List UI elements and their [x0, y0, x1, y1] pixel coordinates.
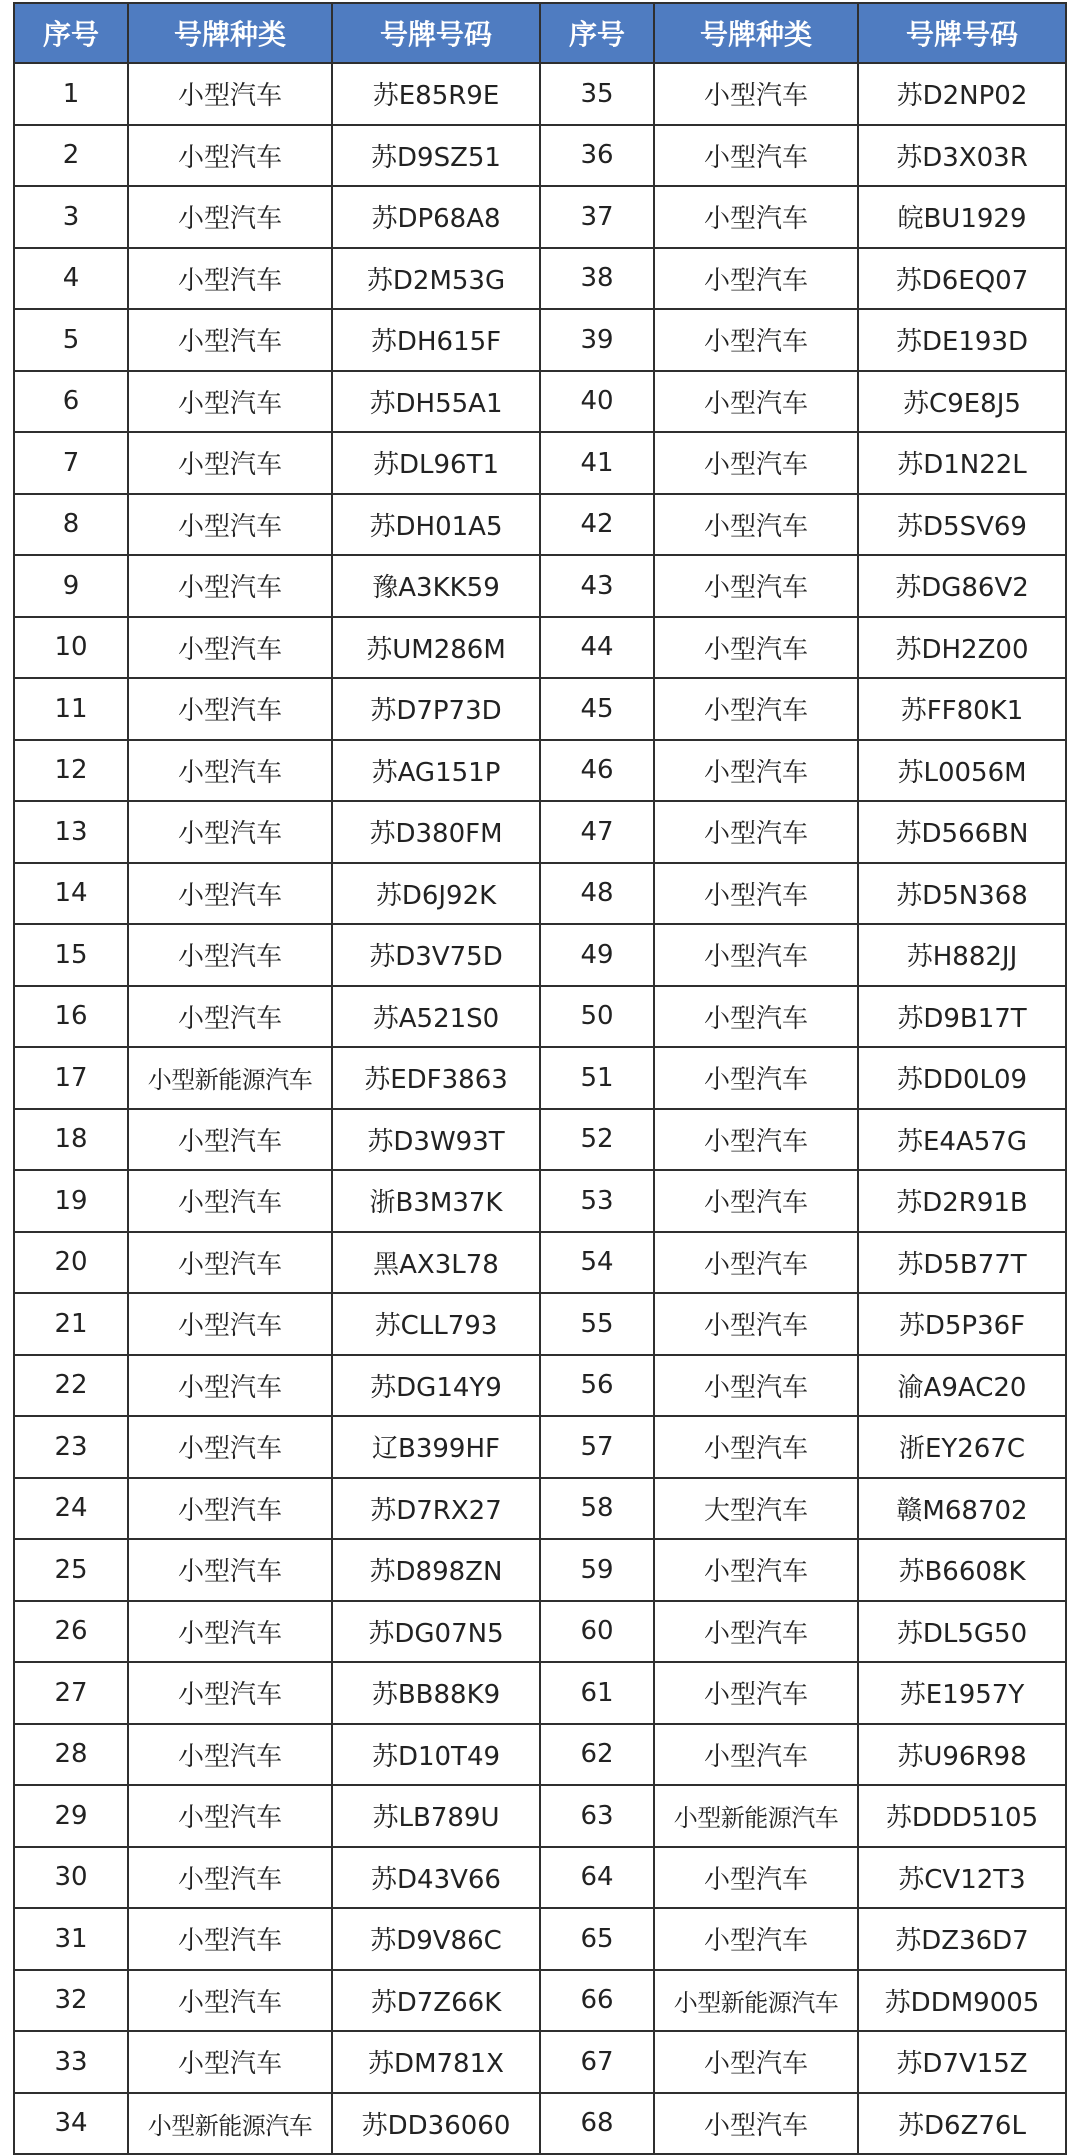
seq-cell-left: 12 — [14, 740, 128, 802]
table-row — [14, 1355, 1066, 1417]
plate-number-cell-right: 苏D1N22L — [858, 432, 1066, 494]
plate-type-cell-right: 小型汽车 — [654, 617, 858, 679]
plate-type-cell-right: 小型汽车 — [654, 740, 858, 802]
plate-type-cell-left: 小型新能源汽车 — [128, 2093, 332, 2155]
plate-number-cell-left: 苏EDF3863 — [332, 1047, 540, 1109]
seq-cell-left: 5 — [14, 309, 128, 371]
plate-type-cell-right: 小型汽车 — [654, 63, 858, 125]
table-row — [14, 1539, 1066, 1601]
plate-type-cell-right: 小型汽车 — [654, 1908, 858, 1970]
plate-type-cell-right: 小型汽车 — [654, 1847, 858, 1909]
plate-number-cell-right: 苏D5SV69 — [858, 494, 1066, 556]
seq-cell-left: 31 — [14, 1908, 128, 1970]
header-row — [14, 3, 1066, 63]
plate-type-cell-right: 小型汽车 — [654, 371, 858, 433]
seq-cell-left: 21 — [14, 1293, 128, 1355]
plate-number-cell-left: 苏AG151P — [332, 740, 540, 802]
seq-cell-left: 9 — [14, 555, 128, 617]
table-row — [14, 555, 1066, 617]
table-row — [14, 1785, 1066, 1847]
table-row — [14, 371, 1066, 433]
plate-type-cell-right: 小型新能源汽车 — [654, 1785, 858, 1847]
plate-type-cell-right: 小型汽车 — [654, 1355, 858, 1417]
plate-type-cell-right: 小型汽车 — [654, 1601, 858, 1663]
plate-number-cell-left: 苏DH615F — [332, 309, 540, 371]
table-row — [14, 1416, 1066, 1478]
seq-cell-left: 32 — [14, 1970, 128, 2032]
plate-type-cell-left: 小型汽车 — [128, 1970, 332, 2032]
plate-number-cell-right: 苏DDM9005 — [858, 1970, 1066, 2032]
plate-type-cell-left: 小型汽车 — [128, 432, 332, 494]
table-row — [14, 1908, 1066, 1970]
plate-number-cell-left: 苏D9V86C — [332, 1908, 540, 1970]
plate-type-cell-right: 小型汽车 — [654, 248, 858, 310]
table-row — [14, 863, 1066, 925]
plate-number-cell-left: 苏DL96T1 — [332, 432, 540, 494]
plate-type-cell-right: 小型汽车 — [654, 924, 858, 986]
seq-cell-right: 41 — [540, 432, 654, 494]
plate-number-cell-left: 苏UM286M — [332, 617, 540, 679]
seq-cell-left: 23 — [14, 1416, 128, 1478]
plate-number-cell-right: 苏DG86V2 — [858, 555, 1066, 617]
seq-cell-left: 27 — [14, 1662, 128, 1724]
table-row — [14, 248, 1066, 310]
seq-cell-left: 7 — [14, 432, 128, 494]
plate-type-cell-left: 小型汽车 — [128, 494, 332, 556]
plate-number-cell-right: 苏DE193D — [858, 309, 1066, 371]
plate-number-cell-left: 苏D9SZ51 — [332, 125, 540, 187]
plate-type-cell-left: 小型汽车 — [128, 1847, 332, 1909]
plate-number-cell-right: 苏E4A57G — [858, 1109, 1066, 1171]
table-row — [14, 1293, 1066, 1355]
seq-cell-right: 64 — [540, 1847, 654, 1909]
plate-type-cell-left: 小型汽车 — [128, 801, 332, 863]
seq-cell-left: 19 — [14, 1170, 128, 1232]
seq-cell-left: 17 — [14, 1047, 128, 1109]
plate-number-cell-left: 苏DG14Y9 — [332, 1355, 540, 1417]
plate-number-cell-right: 苏D3X03R — [858, 125, 1066, 187]
table-row — [14, 494, 1066, 556]
seq-cell-left: 11 — [14, 678, 128, 740]
table-row — [14, 1724, 1066, 1786]
seq-cell-right: 37 — [540, 186, 654, 248]
plate-number-cell-right: 苏D6Z76L — [858, 2093, 1066, 2155]
plate-type-cell-left: 小型汽车 — [128, 248, 332, 310]
seq-cell-right: 35 — [540, 63, 654, 125]
plate-type-cell-right: 小型汽车 — [654, 1724, 858, 1786]
plate-number-cell-right: 苏D7V15Z — [858, 2031, 1066, 2093]
plate-number-cell-left: 辽B399HF — [332, 1416, 540, 1478]
table-row — [14, 432, 1066, 494]
seq-cell-right: 50 — [540, 986, 654, 1048]
plate-type-cell-left: 小型汽车 — [128, 1908, 332, 1970]
header-type-right: 号牌种类 — [654, 3, 858, 63]
table-row — [14, 309, 1066, 371]
plate-type-cell-left: 小型汽车 — [128, 309, 332, 371]
seq-cell-left: 29 — [14, 1785, 128, 1847]
seq-cell-left: 1 — [14, 63, 128, 125]
seq-cell-right: 36 — [540, 125, 654, 187]
table-row — [14, 2093, 1066, 2155]
seq-cell-left: 16 — [14, 986, 128, 1048]
plate-type-cell-left: 小型汽车 — [128, 1539, 332, 1601]
seq-cell-left: 34 — [14, 2093, 128, 2155]
seq-cell-right: 40 — [540, 371, 654, 433]
seq-cell-left: 26 — [14, 1601, 128, 1663]
plate-number-cell-left: 苏CLL793 — [332, 1293, 540, 1355]
seq-cell-right: 55 — [540, 1293, 654, 1355]
plate-type-cell-left: 小型汽车 — [128, 1724, 332, 1786]
plate-number-cell-right: 苏D566BN — [858, 801, 1066, 863]
plate-number-cell-left: 苏DH01A5 — [332, 494, 540, 556]
plate-number-cell-right: 苏D5B77T — [858, 1232, 1066, 1294]
table-row — [14, 740, 1066, 802]
seq-cell-right: 49 — [540, 924, 654, 986]
header-type-left: 号牌种类 — [128, 3, 332, 63]
seq-cell-right: 52 — [540, 1109, 654, 1171]
seq-cell-right: 57 — [540, 1416, 654, 1478]
seq-cell-left: 22 — [14, 1355, 128, 1417]
plate-number-cell-right: 苏DH2Z00 — [858, 617, 1066, 679]
plate-type-cell-left: 小型汽车 — [128, 740, 332, 802]
plate-type-cell-left: 小型汽车 — [128, 1416, 332, 1478]
table-row — [14, 924, 1066, 986]
plate-number-cell-left: 苏D3W93T — [332, 1109, 540, 1171]
plate-type-cell-right: 小型汽车 — [654, 309, 858, 371]
plate-type-cell-left: 小型汽车 — [128, 1109, 332, 1171]
plate-type-cell-right: 小型汽车 — [654, 1416, 858, 1478]
plate-number-cell-left: 苏D380FM — [332, 801, 540, 863]
plate-number-cell-left: 苏D7Z66K — [332, 1970, 540, 2032]
plate-type-cell-left: 小型汽车 — [128, 1785, 332, 1847]
table-row — [14, 1478, 1066, 1540]
plate-type-cell-left: 小型汽车 — [128, 63, 332, 125]
plate-number-cell-left: 苏E85R9E — [332, 63, 540, 125]
table-row — [14, 1170, 1066, 1232]
plate-type-cell-right: 小型汽车 — [654, 863, 858, 925]
seq-cell-right: 38 — [540, 248, 654, 310]
plate-number-cell-left: 苏BB88K9 — [332, 1662, 540, 1724]
seq-cell-right: 51 — [540, 1047, 654, 1109]
plate-number-cell-right: 苏CV12T3 — [858, 1847, 1066, 1909]
plate-number-cell-left: 苏DH55A1 — [332, 371, 540, 433]
table-row — [14, 125, 1066, 187]
table-row — [14, 186, 1066, 248]
seq-cell-right: 56 — [540, 1355, 654, 1417]
table-body — [14, 63, 1066, 2154]
plate-type-cell-right: 小型汽车 — [654, 986, 858, 1048]
seq-cell-right: 68 — [540, 2093, 654, 2155]
plate-number-cell-right: 苏D5N368 — [858, 863, 1066, 925]
plate-number-cell-left: 苏D3V75D — [332, 924, 540, 986]
table-row — [14, 678, 1066, 740]
plate-number-cell-right: 苏DD0L09 — [858, 1047, 1066, 1109]
plate-number-cell-left: 苏D7RX27 — [332, 1478, 540, 1540]
plate-number-cell-right: 苏DDD5105 — [858, 1785, 1066, 1847]
plate-number-cell-right: 苏H882JJ — [858, 924, 1066, 986]
plate-number-cell-right: 苏D2R91B — [858, 1170, 1066, 1232]
plate-number-cell-left: 浙B3M37K — [332, 1170, 540, 1232]
plate-number-cell-left: 苏D2M53G — [332, 248, 540, 310]
plate-type-cell-left: 小型汽车 — [128, 986, 332, 1048]
plate-type-cell-right: 小型汽车 — [654, 1170, 858, 1232]
seq-cell-left: 25 — [14, 1539, 128, 1601]
plate-type-cell-left: 小型汽车 — [128, 617, 332, 679]
plate-number-cell-right: 苏DZ36D7 — [858, 1908, 1066, 1970]
seq-cell-left: 14 — [14, 863, 128, 925]
plate-type-cell-left: 小型汽车 — [128, 1355, 332, 1417]
plate-number-cell-right: 皖BU1929 — [858, 186, 1066, 248]
table-row — [14, 1047, 1066, 1109]
table-row — [14, 1970, 1066, 2032]
plate-number-cell-right: 苏C9E8J5 — [858, 371, 1066, 433]
plate-type-cell-left: 小型汽车 — [128, 678, 332, 740]
table-row — [14, 1847, 1066, 1909]
plate-type-cell-right: 小型汽车 — [654, 2031, 858, 2093]
plate-type-cell-right: 小型新能源汽车 — [654, 1970, 858, 2032]
plate-type-cell-right: 小型汽车 — [654, 125, 858, 187]
plate-type-cell-right: 小型汽车 — [654, 1662, 858, 1724]
plate-number-cell-left: 苏DD36060 — [332, 2093, 540, 2155]
table-row — [14, 2031, 1066, 2093]
table-row — [14, 986, 1066, 1048]
plate-number-cell-left: 苏D10T49 — [332, 1724, 540, 1786]
table-row — [14, 617, 1066, 679]
seq-cell-right: 66 — [540, 1970, 654, 2032]
plate-number-cell-left: 苏D898ZN — [332, 1539, 540, 1601]
seq-cell-left: 6 — [14, 371, 128, 433]
seq-cell-right: 59 — [540, 1539, 654, 1601]
plate-type-cell-right: 小型汽车 — [654, 1109, 858, 1171]
seq-cell-left: 20 — [14, 1232, 128, 1294]
plate-number-cell-right: 苏L0056M — [858, 740, 1066, 802]
seq-cell-left: 30 — [14, 1847, 128, 1909]
plate-number-cell-left: 苏LB789U — [332, 1785, 540, 1847]
seq-cell-right: 43 — [540, 555, 654, 617]
plate-type-cell-right: 大型汽车 — [654, 1478, 858, 1540]
seq-cell-left: 33 — [14, 2031, 128, 2093]
plate-table — [13, 2, 1067, 2155]
plate-type-cell-left: 小型汽车 — [128, 1170, 332, 1232]
table-row — [14, 1232, 1066, 1294]
plate-type-cell-right: 小型汽车 — [654, 494, 858, 556]
seq-cell-right: 46 — [540, 740, 654, 802]
plate-number-cell-right: 苏U96R98 — [858, 1724, 1066, 1786]
header-seq-right: 序号 — [540, 3, 654, 63]
seq-cell-right: 65 — [540, 1908, 654, 1970]
seq-cell-left: 28 — [14, 1724, 128, 1786]
plate-number-cell-right: 苏B6608K — [858, 1539, 1066, 1601]
plate-number-cell-left: 苏DG07N5 — [332, 1601, 540, 1663]
plate-type-cell-right: 小型汽车 — [654, 555, 858, 617]
plate-number-cell-left: 苏D43V66 — [332, 1847, 540, 1909]
seq-cell-right: 58 — [540, 1478, 654, 1540]
seq-cell-right: 53 — [540, 1170, 654, 1232]
table-row — [14, 1601, 1066, 1663]
seq-cell-right: 61 — [540, 1662, 654, 1724]
plate-type-cell-left: 小型汽车 — [128, 1601, 332, 1663]
plate-number-cell-right: 苏D5P36F — [858, 1293, 1066, 1355]
plate-type-cell-left: 小型汽车 — [128, 2031, 332, 2093]
seq-cell-right: 45 — [540, 678, 654, 740]
plate-number-cell-right: 苏DL5G50 — [858, 1601, 1066, 1663]
plate-type-cell-right: 小型汽车 — [654, 1293, 858, 1355]
seq-cell-right: 47 — [540, 801, 654, 863]
seq-cell-right: 42 — [540, 494, 654, 556]
seq-cell-right: 62 — [540, 1724, 654, 1786]
seq-cell-left: 8 — [14, 494, 128, 556]
seq-cell-right: 60 — [540, 1601, 654, 1663]
plate-type-cell-left: 小型汽车 — [128, 1662, 332, 1724]
plate-type-cell-right: 小型汽车 — [654, 186, 858, 248]
plate-number-cell-left: 苏D6J92K — [332, 863, 540, 925]
plate-number-cell-left: 苏DP68A8 — [332, 186, 540, 248]
seq-cell-right: 48 — [540, 863, 654, 925]
header-seq-left: 序号 — [14, 3, 128, 63]
plate-number-cell-right: 苏FF80K1 — [858, 678, 1066, 740]
seq-cell-left: 10 — [14, 617, 128, 679]
plate-type-cell-left: 小型汽车 — [128, 1293, 332, 1355]
plate-number-cell-right: 渝A9AC20 — [858, 1355, 1066, 1417]
plate-type-cell-right: 小型汽车 — [654, 1232, 858, 1294]
table-row — [14, 63, 1066, 125]
plate-type-cell-left: 小型汽车 — [128, 371, 332, 433]
plate-type-cell-left: 小型汽车 — [128, 863, 332, 925]
plate-type-cell-right: 小型汽车 — [654, 1047, 858, 1109]
plate-number-cell-right: 苏D6EQ07 — [858, 248, 1066, 310]
plate-number-cell-right: 苏E1957Y — [858, 1662, 1066, 1724]
seq-cell-left: 2 — [14, 125, 128, 187]
plate-number-cell-left: 黑AX3L78 — [332, 1232, 540, 1294]
seq-cell-right: 44 — [540, 617, 654, 679]
table-row — [14, 801, 1066, 863]
plate-type-cell-left: 小型汽车 — [128, 1232, 332, 1294]
seq-cell-left: 4 — [14, 248, 128, 310]
table-row — [14, 1109, 1066, 1171]
seq-cell-right: 39 — [540, 309, 654, 371]
plate-type-cell-left: 小型汽车 — [128, 125, 332, 187]
seq-cell-right: 54 — [540, 1232, 654, 1294]
plate-type-cell-left: 小型新能源汽车 — [128, 1047, 332, 1109]
plate-type-cell-left: 小型汽车 — [128, 555, 332, 617]
seq-cell-right: 63 — [540, 1785, 654, 1847]
plate-type-cell-right: 小型汽车 — [654, 1539, 858, 1601]
plate-number-cell-left: 豫A3KK59 — [332, 555, 540, 617]
seq-cell-left: 3 — [14, 186, 128, 248]
seq-cell-left: 18 — [14, 1109, 128, 1171]
seq-cell-left: 15 — [14, 924, 128, 986]
plate-type-cell-left: 小型汽车 — [128, 1478, 332, 1540]
plate-number-cell-right: 浙EY267C — [858, 1416, 1066, 1478]
plate-number-cell-right: 苏D9B17T — [858, 986, 1066, 1048]
plate-type-cell-left: 小型汽车 — [128, 924, 332, 986]
plate-number-cell-left: 苏A521S0 — [332, 986, 540, 1048]
plate-type-cell-right: 小型汽车 — [654, 432, 858, 494]
plate-number-cell-right: 赣M68702 — [858, 1478, 1066, 1540]
plate-number-cell-left: 苏DM781X — [332, 2031, 540, 2093]
seq-cell-left: 24 — [14, 1478, 128, 1540]
seq-cell-right: 67 — [540, 2031, 654, 2093]
plate-type-cell-left: 小型汽车 — [128, 186, 332, 248]
header-plate-right: 号牌号码 — [858, 3, 1066, 63]
plate-type-cell-right: 小型汽车 — [654, 801, 858, 863]
seq-cell-left: 13 — [14, 801, 128, 863]
plate-number-cell-right: 苏D2NP02 — [858, 63, 1066, 125]
plate-type-cell-right: 小型汽车 — [654, 678, 858, 740]
header-plate-left: 号牌号码 — [332, 3, 540, 63]
table-row — [14, 1662, 1066, 1724]
plate-type-cell-right: 小型汽车 — [654, 2093, 858, 2155]
plate-number-cell-left: 苏D7P73D — [332, 678, 540, 740]
